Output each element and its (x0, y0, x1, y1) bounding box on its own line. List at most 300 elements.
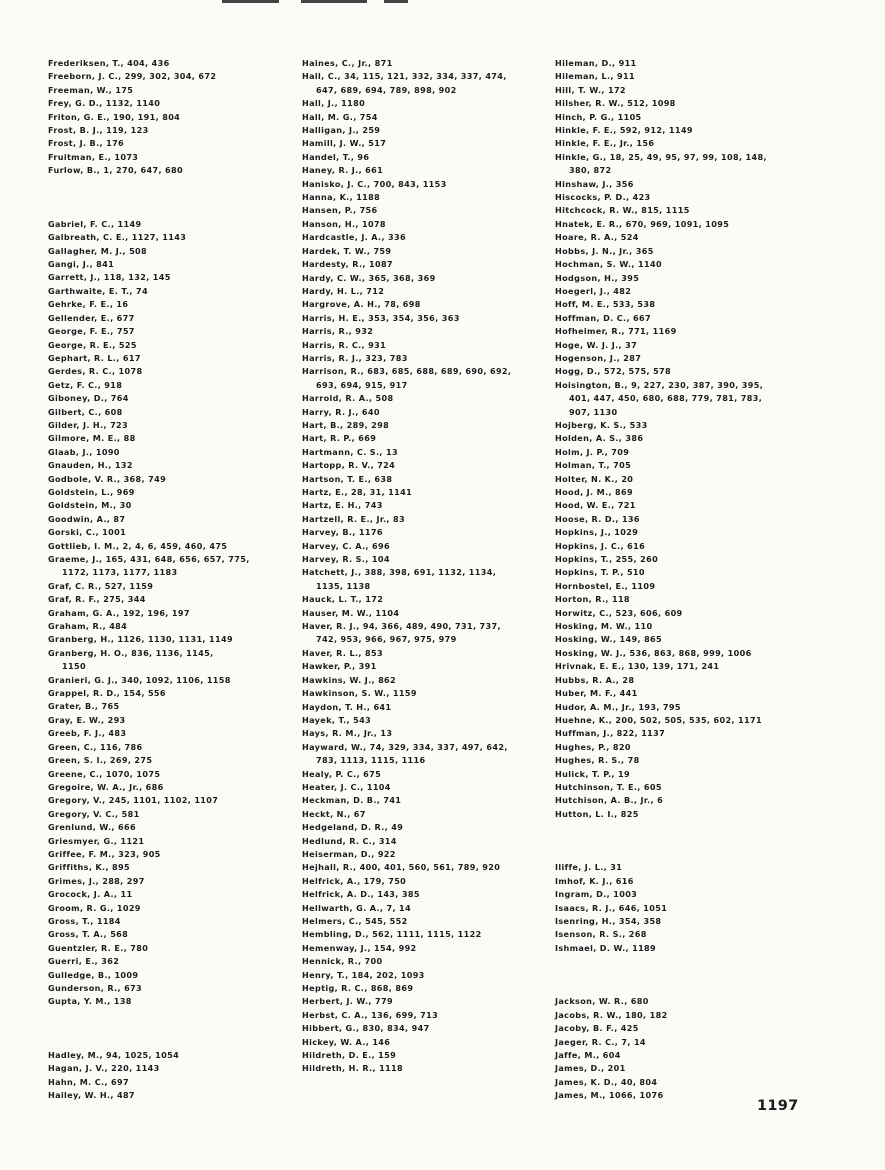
index-entry (48, 861, 250, 874)
index-entry (302, 902, 511, 915)
index-entry (555, 566, 767, 579)
index-entry (555, 915, 767, 928)
index-entry-continuation: 401, 447, 450, 680, 688, 779, 781, 783, (569, 393, 763, 404)
index-entry-line: Hoff, M. E., 533, 538 (555, 299, 656, 310)
index-entry (302, 352, 511, 365)
index-entry-line: Haney, R. J., 661 (302, 165, 384, 176)
index-entry (48, 620, 250, 633)
index-entry-line: Haines, C., Jr., 871 (302, 58, 393, 68)
index-entry-line: Haver, R. L., 853 (302, 647, 383, 658)
index-entry (48, 1049, 250, 1062)
index-entry-line: Gangi, J., 841 (48, 259, 115, 270)
index-entry (48, 982, 250, 995)
index-entry-line: Hartz, E., 28, 31, 1141 (302, 487, 413, 497)
index-entry-line: Hildreth, D. E., 159 (302, 1050, 397, 1061)
index-entry-line: Isaacs, R. J., 646, 1051 (555, 902, 668, 913)
index-entry (302, 312, 511, 325)
index-entry-line: Hinch, P. G., 1105 (555, 111, 642, 122)
top-rule-3 (384, 0, 408, 3)
index-entry (302, 137, 511, 150)
index-entry-line: Hedgeland, D. R., 49 (302, 822, 404, 833)
letter-group-gap (555, 955, 767, 995)
index-entry-line: Graf, R. F., 275, 344 (48, 594, 146, 605)
index-entry-line: Horton, R., 118 (555, 594, 630, 605)
index-entry (555, 902, 767, 915)
index-entry-line: Hart, R. P., 669 (302, 433, 377, 444)
index-entry-line: Hauck, L. T., 172 (302, 594, 384, 605)
index-entry (48, 164, 250, 177)
index-entry-line: Griffiths, K., 895 (48, 862, 131, 873)
index-entry (555, 57, 767, 70)
index-entry (302, 285, 511, 298)
index-entry (48, 218, 250, 231)
index-entry (302, 513, 511, 526)
index-entry-line: Hudor, A. M., Jr., 193, 795 (555, 701, 681, 712)
top-rule-2 (301, 0, 367, 3)
index-entry (555, 794, 767, 807)
index-entry-line: Graeme, J., 165, 431, 648, 656, 657, 775, (48, 554, 250, 564)
index-entry-line: Hart, B., 289, 298 (302, 419, 390, 430)
index-entry-line: Hall, J., 1180 (302, 98, 366, 109)
index-entry-line: Hileman, L., 911 (555, 71, 635, 82)
index-entry-line: Hemenway, J., 154, 992 (302, 942, 417, 953)
index-entry-line: Harris, H. E., 353, 354, 356, 363 (302, 312, 460, 323)
index-entry-line: Jacoby, B. F., 425 (555, 1023, 639, 1034)
index-entry (555, 124, 767, 137)
index-entry-line: Graham, R., 484 (48, 621, 128, 632)
index-entry-line: Hosking, W., 149, 865 (555, 634, 663, 645)
index-entry-line: Hopkins, J., 1029 (555, 527, 639, 538)
index-entry-line: Freeman, W., 175 (48, 84, 134, 95)
index-entry-line: Friton, G. E., 190, 191, 804 (48, 111, 181, 122)
index-entry (302, 687, 511, 700)
index-entry-continuation: 1150 (62, 661, 86, 672)
index-entry-line: Hoare, R. A., 524 (555, 232, 639, 243)
index-entry (48, 325, 250, 338)
index-entry-line: Hiscocks, P. D., 423 (555, 192, 651, 203)
index-entry-line: Hutchison, A. B., Jr., 6 (555, 795, 664, 806)
index-entry (302, 272, 511, 285)
index-entry (302, 727, 511, 740)
index-entry-line: Helfrick, A. D., 143, 385 (302, 889, 420, 900)
index-entry (48, 124, 250, 137)
index-entry-line: Hardy, C. W., 365, 368, 369 (302, 272, 436, 283)
index-entry (302, 486, 511, 499)
index-entry (302, 982, 511, 995)
index-column-2 (302, 57, 511, 1076)
index-entry-line: Henry, T., 184, 202, 1093 (302, 969, 425, 980)
index-entry (555, 1049, 767, 1062)
index-entry (302, 178, 511, 191)
index-entry (302, 473, 511, 486)
index-entry (48, 700, 250, 713)
index-entry-line: Hejhall, R., 400, 401, 560, 561, 789, 920 (302, 862, 501, 873)
index-entry (48, 915, 250, 928)
index-entry-line: Harvey, C. A., 696 (302, 540, 390, 551)
index-entry-line: Hansen, P., 756 (302, 205, 378, 216)
index-entry-line: Hogenson, J., 287 (555, 352, 642, 363)
index-entry-line: Gilmore, M. E., 88 (48, 433, 136, 444)
index-entry-line: Jaeger, R. C., 7, 14 (555, 1036, 646, 1047)
index-entry (302, 204, 511, 217)
index-entry-line: Hojberg, K. S., 533 (555, 419, 648, 430)
index-entry-line: Frost, B. J., 119, 123 (48, 125, 149, 136)
index-entry (48, 111, 250, 124)
index-entry-continuation: 1135, 1138 (316, 580, 371, 591)
index-entry-line: Hopkins, J. C., 616 (555, 540, 646, 551)
index-entry-line: Gulledge, B., 1009 (48, 969, 139, 980)
index-entry-line: Hennick, R., 700 (302, 956, 383, 967)
index-entry (48, 419, 250, 432)
index-entry-line: Gunderson, R., 673 (48, 983, 143, 993)
index-entry-line: Ishmael, D. W., 1189 (555, 942, 657, 953)
index-entry-line: Hitchcock, R. W., 815, 1115 (555, 205, 690, 216)
index-entry-line: Hinkle, F. E., 592, 912, 1149 (555, 125, 693, 136)
index-entry-line: Heckt, N., 67 (302, 808, 366, 819)
index-entry-line: Hnatek, E. R., 670, 969, 1091, 1095 (555, 218, 730, 229)
index-entry-line: Heater, J. C., 1104 (302, 781, 391, 792)
index-entry-line: Hays, R. M., Jr., 13 (302, 728, 393, 739)
index-entry (555, 285, 767, 298)
index-entry (48, 553, 250, 580)
index-entry-line: Hornbostel, E., 1109 (555, 580, 656, 591)
index-entry-line: Harrold, R. A., 508 (302, 393, 394, 404)
index-entry-line: Goldstein, M., 30 (48, 500, 132, 511)
index-entry-line: Huber, M. F., 441 (555, 688, 638, 699)
index-entry-line: Getz, F. C., 918 (48, 379, 123, 390)
index-entry-line: Goldstein, L., 969 (48, 486, 135, 497)
index-entry (48, 526, 250, 539)
page-number: 1197 (757, 1098, 799, 1114)
index-entry (302, 298, 511, 311)
index-entry (555, 245, 767, 258)
index-entry (555, 727, 767, 740)
index-entry (555, 687, 767, 700)
index-entry-line: Hoose, R. D., 136 (555, 513, 640, 524)
index-entry (48, 406, 250, 419)
index-entry (555, 526, 767, 539)
index-entry-line: Hinkle, F. E., Jr., 156 (555, 138, 655, 149)
index-entry (302, 768, 511, 781)
index-entry (48, 298, 250, 311)
index-entry (302, 124, 511, 137)
index-entry (302, 540, 511, 553)
index-entry-line: Haydon, T. H., 641 (302, 701, 392, 712)
letter-group-gap (555, 821, 767, 861)
index-entry (48, 486, 250, 499)
index-entry-line: Green, S. I., 269, 275 (48, 755, 153, 766)
index-entry-line: Hellwarth, G. A., 7, 14 (302, 902, 412, 913)
index-entry (555, 312, 767, 325)
index-entry (48, 379, 250, 392)
index-entry (555, 942, 767, 955)
index-entry-line: Hickey, W. A., 146 (302, 1036, 391, 1047)
index-entry (302, 781, 511, 794)
index-entry (302, 593, 511, 606)
index-entry (555, 1036, 767, 1049)
index-entry (555, 607, 767, 620)
index-entry (302, 888, 511, 901)
index-entry-line: Halligan, J., 259 (302, 125, 381, 136)
index-entry (302, 432, 511, 445)
index-entry-line: Gupta, Y. M., 138 (48, 996, 132, 1007)
index-entry (302, 258, 511, 271)
index-entry (48, 392, 250, 405)
index-entry-line: Hoegerl, J., 482 (555, 285, 632, 296)
index-entry (555, 647, 767, 660)
index-entry-line: Garrett, J., 118, 132, 145 (48, 272, 171, 283)
index-entry-line: Hartmann, C. S., 13 (302, 446, 398, 457)
index-entry-line: Hodgson, H., 395 (555, 272, 640, 283)
index-entry (302, 499, 511, 512)
index-entry-line: Jacobs, R. W., 180, 182 (555, 1009, 668, 1020)
index-entry (302, 794, 511, 807)
index-entry-line: Hahn, M. C., 697 (48, 1076, 130, 1087)
index-entry (302, 861, 511, 874)
index-entry-line: Haver, R. J., 94, 366, 489, 490, 731, 737, (302, 621, 501, 632)
index-entry (555, 151, 767, 178)
index-entry-line: Hulick, T. P., 19 (555, 768, 630, 779)
index-entry (302, 406, 511, 419)
index-entry-line: Holden, A. S., 386 (555, 433, 644, 444)
index-entry (555, 1062, 767, 1075)
index-entry-line: Harvey, R. S., 104 (302, 554, 390, 565)
index-entry (48, 339, 250, 352)
index-entry (555, 768, 767, 781)
index-entry-line: Hatchett, J., 388, 398, 691, 1132, 1134, (302, 567, 497, 578)
index-entry (302, 446, 511, 459)
index-entry (555, 808, 767, 821)
index-entry-line: Huehne, K., 200, 502, 505, 535, 602, 1171 (555, 714, 762, 725)
index-entry (555, 1076, 767, 1089)
index-entry (48, 727, 250, 740)
index-entry (555, 258, 767, 271)
index-entry-line: Frey, G. D., 1132, 1140 (48, 98, 161, 109)
index-entry-line: Grater, B., 765 (48, 701, 120, 712)
index-entry-line: Griesmyer, G., 1121 (48, 835, 145, 846)
index-entry-line: Gerdes, R. C., 1078 (48, 366, 143, 377)
index-entry (48, 540, 250, 553)
index-entry (555, 540, 767, 553)
index-entry (555, 486, 767, 499)
index-entry-line: Granberg, H., 1126, 1130, 1131, 1149 (48, 634, 233, 645)
index-entry-line: Holm, J. P., 709 (555, 446, 630, 457)
index-entry (302, 1062, 511, 1075)
index-entry (555, 84, 767, 97)
index-entry-line: Gottlieb, I. M., 2, 4, 6, 459, 460, 475 (48, 540, 228, 551)
index-entry-line: Harry, R. J., 640 (302, 406, 380, 417)
index-entry-line: Hawker, P., 391 (302, 661, 377, 672)
index-entry (555, 674, 767, 687)
index-entry (555, 231, 767, 244)
index-entry (48, 312, 250, 325)
index-entry (48, 499, 250, 512)
index-entry-line: Hayward, W., 74, 329, 334, 337, 497, 642, (302, 741, 508, 752)
index-entry (555, 191, 767, 204)
index-entry (302, 647, 511, 660)
index-entry (48, 84, 250, 97)
index-entry (555, 499, 767, 512)
index-entry (555, 875, 767, 888)
index-entry-line: Hedlund, R. C., 314 (302, 835, 397, 846)
index-entry-line: Giboney, D., 764 (48, 393, 129, 404)
index-entry (302, 191, 511, 204)
index-entry-line: Isenring, H., 354, 358 (555, 915, 662, 926)
letter-group-gap (48, 178, 250, 218)
index-entry (48, 57, 250, 70)
index-entry (48, 808, 250, 821)
index-entry (302, 392, 511, 405)
index-entry-line: Green, C., 116, 786 (48, 741, 143, 752)
index-entry-line: Hochman, S. W., 1140 (555, 259, 662, 270)
index-entry (48, 580, 250, 593)
index-entry (555, 352, 767, 365)
index-entry-line: Goodwin, A., 87 (48, 513, 126, 524)
index-entry-line: Hawkins, W. J., 862 (302, 674, 397, 685)
index-entry-line: Grocock, J. A., 11 (48, 889, 133, 900)
index-entry-continuation: 693, 694, 915, 917 (316, 379, 408, 390)
index-entry (48, 365, 250, 378)
index-entry-line: Hubbs, R. A., 28 (555, 674, 635, 685)
index-entry (555, 701, 767, 714)
index-entry (555, 1009, 767, 1022)
index-entry (302, 915, 511, 928)
index-entry-continuation: 647, 689, 694, 789, 898, 902 (316, 84, 457, 95)
index-entry (302, 741, 511, 768)
index-entry (48, 995, 250, 1008)
index-entry-line: Hutton, L. I., 825 (555, 808, 639, 819)
index-entry-line: Gnauden, H., 132 (48, 460, 133, 471)
index-entry-line: Helfrick, A., 179, 750 (302, 875, 407, 886)
index-entry (555, 432, 767, 445)
index-entry-line: Harris, R. J., 323, 783 (302, 352, 408, 363)
index-entry (48, 446, 250, 459)
index-entry-line: Hopkins, T., 255, 260 (555, 554, 659, 565)
index-entry-line: George, R. E., 525 (48, 339, 137, 350)
index-entry (555, 97, 767, 110)
index-entry (48, 258, 250, 271)
index-entry (48, 1076, 250, 1089)
index-entry-line: Hoffman, D. C., 667 (555, 312, 651, 323)
index-entry (302, 553, 511, 566)
index-entry (48, 231, 250, 244)
index-entry (48, 714, 250, 727)
index-entry (48, 1062, 250, 1075)
index-entry (302, 151, 511, 164)
index-entry (555, 741, 767, 754)
index-entry-line: Hosking, M. W., 110 (555, 621, 653, 632)
index-entry-line: Hrivnak, E. E., 130, 139, 171, 241 (555, 661, 720, 672)
index-entry (555, 861, 767, 874)
index-entry-line: Hardy, H. L., 712 (302, 285, 385, 296)
index-entry (48, 513, 250, 526)
index-entry (48, 647, 250, 674)
index-entry (48, 781, 250, 794)
index-entry-line: Gallagher, M. J., 508 (48, 245, 148, 256)
index-entry-line: Hofheimer, R., 771, 1169 (555, 326, 677, 337)
index-entry-line: Granberg, H. O., 836, 1136, 1145, (48, 647, 214, 658)
index-entry (302, 955, 511, 968)
index-entry (48, 687, 250, 700)
index-entry-line: Hilsher, R. W., 512, 1098 (555, 98, 676, 109)
index-entry (555, 339, 767, 352)
index-entry-line: Frost, J. B., 176 (48, 138, 125, 149)
index-entry (302, 848, 511, 861)
index-entry (302, 459, 511, 472)
index-entry-line: Gehrke, F. E., 16 (48, 299, 129, 310)
index-entry-line: Gorski, C., 1001 (48, 527, 127, 538)
index-entry-line: Herbst, C. A., 136, 699, 713 (302, 1009, 439, 1020)
letter-group-gap (48, 1009, 250, 1049)
index-entry (302, 1009, 511, 1022)
index-entry-line: Fruitman, E., 1073 (48, 151, 139, 162)
index-entry (302, 526, 511, 539)
index-entry-line: Jackson, W. R., 680 (555, 996, 649, 1007)
index-entry (48, 902, 250, 915)
index-entry (302, 942, 511, 955)
index-entry-line: Hargrove, A. H., 78, 698 (302, 299, 421, 310)
index-entry (48, 955, 250, 968)
index-entry-line: Graf, C. R., 527, 1159 (48, 580, 154, 591)
index-entry-line: Gabriel, F. C., 1149 (48, 218, 142, 229)
index-entry (302, 607, 511, 620)
index-entry (302, 325, 511, 338)
index-entry-continuation: 380, 872 (569, 165, 612, 176)
index-entry-line: Hood, W. E., 721 (555, 500, 636, 511)
index-entry (48, 848, 250, 861)
index-entry-line: Hogg, D., 572, 575, 578 (555, 366, 672, 377)
index-entry (302, 231, 511, 244)
index-entry-line: Hamill, J. W., 517 (302, 138, 387, 149)
index-entry (48, 97, 250, 110)
index-entry (302, 620, 511, 647)
index-entry-line: Grenlund, W., 666 (48, 822, 136, 833)
index-entry (48, 768, 250, 781)
index-entry-line: Harris, R., 932 (302, 326, 374, 337)
index-entry-line: Hughes, R. S., 78 (555, 755, 640, 766)
index-entry (302, 339, 511, 352)
index-entry (302, 674, 511, 687)
index-entry-line: Hopkins, T. P., 510 (555, 567, 645, 578)
index-entry (555, 473, 767, 486)
index-entry-line: Hanson, H., 1078 (302, 218, 386, 229)
index-entry (48, 70, 250, 83)
index-entry (48, 794, 250, 807)
index-entry (48, 969, 250, 982)
index-entry-line: George, F. E., 757 (48, 326, 135, 337)
index-entry (555, 781, 767, 794)
index-entry (302, 70, 511, 97)
index-entry-line: Isenson, R. S., 268 (555, 929, 647, 940)
index-entry-continuation: 907, 1130 (569, 406, 618, 417)
index-entry (302, 1036, 511, 1049)
index-entry-line: Harris, R. C., 931 (302, 339, 387, 350)
index-entry (555, 218, 767, 231)
index-entry (555, 580, 767, 593)
index-entry-continuation: 1172, 1173, 1177, 1183 (62, 567, 178, 578)
index-entry-line: Greeb, F. J., 483 (48, 728, 127, 739)
index-entry-line: Heckman, D. B., 741 (302, 795, 402, 806)
index-entry (48, 473, 250, 486)
index-entry (302, 969, 511, 982)
index-entry-line: Hobbs, J. N., Jr., 365 (555, 245, 654, 256)
index-entry (555, 272, 767, 285)
index-entry-line: Godbole, V. R., 368, 749 (48, 473, 167, 484)
index-entry (48, 137, 250, 150)
index-entry (302, 835, 511, 848)
index-entry (555, 325, 767, 338)
index-entry-line: Gray, E. W., 293 (48, 714, 126, 725)
